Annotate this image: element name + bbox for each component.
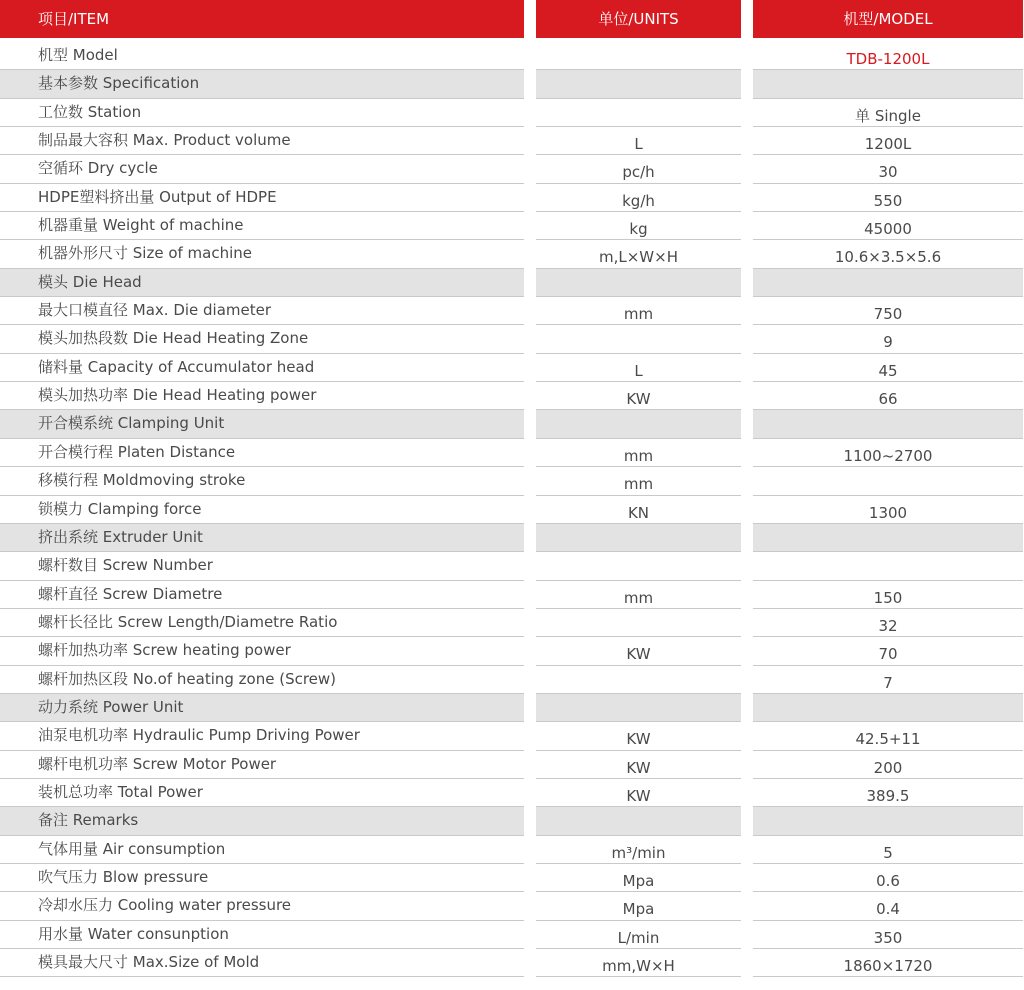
item-cell: 冷却水压力 Cooling water pressure	[0, 892, 524, 920]
unit-cell	[536, 269, 741, 297]
table-row	[0, 921, 1024, 949]
table-row	[0, 637, 1024, 665]
value-cell: 550	[753, 184, 1023, 212]
unit-cell	[536, 552, 741, 580]
header-units: 单位/UNITS	[536, 0, 741, 38]
value-cell: 32	[753, 609, 1023, 637]
item-cell: 吹气压力 Blow pressure	[0, 864, 524, 892]
unit-cell: mm	[536, 439, 741, 467]
value-cell	[753, 694, 1023, 722]
item-cell: 模头加热段数 Die Head Heating Zone	[0, 325, 524, 353]
table-row	[0, 722, 1024, 750]
item-cell: HDPE塑料挤出量 Output of HDPE	[0, 184, 524, 212]
value-cell: 45000	[753, 212, 1023, 240]
item-cell: 锁模力 Clamping force	[0, 496, 524, 524]
item-cell: 螺杆直径 Screw Diametre	[0, 581, 524, 609]
item-cell: 制品最大容积 Max. Product volume	[0, 127, 524, 155]
table-row	[0, 354, 1024, 382]
value-cell: 1300	[753, 496, 1023, 524]
value-cell: 0.4	[753, 892, 1023, 920]
value-cell: 1100~2700	[753, 439, 1023, 467]
value-cell	[753, 467, 1023, 495]
value-cell: 66	[753, 382, 1023, 410]
table-row	[0, 467, 1024, 495]
item-cell: 开合模系统 Clamping Unit	[0, 410, 524, 438]
unit-cell: m³/min	[536, 836, 741, 864]
value-cell: 350	[753, 921, 1023, 949]
value-cell: 30	[753, 155, 1023, 183]
item-cell: 开合模行程 Platen Distance	[0, 439, 524, 467]
value-cell: 10.6×3.5×5.6	[753, 240, 1023, 268]
value-cell: 45	[753, 354, 1023, 382]
table-row	[0, 127, 1024, 155]
item-cell: 机型 Model	[0, 42, 524, 70]
table-row	[0, 949, 1024, 977]
item-cell: 挤出系统 Extruder Unit	[0, 524, 524, 552]
item-cell: 模具最大尺寸 Max.Size of Mold	[0, 949, 524, 977]
unit-cell	[536, 99, 741, 127]
item-cell: 基本参数 Specification	[0, 70, 524, 98]
table-row	[0, 240, 1024, 268]
unit-cell: Mpa	[536, 864, 741, 892]
value-cell: 1200L	[753, 127, 1023, 155]
table-row	[0, 666, 1024, 694]
unit-cell: Mpa	[536, 892, 741, 920]
model-value-cell: TDB-1200L	[753, 42, 1023, 70]
unit-cell: KW	[536, 779, 741, 807]
item-cell: 工位数 Station	[0, 99, 524, 127]
unit-cell	[536, 42, 741, 70]
unit-cell: mm	[536, 297, 741, 325]
item-cell: 螺杆电机功率 Screw Motor Power	[0, 751, 524, 779]
unit-cell	[536, 524, 741, 552]
table-row	[0, 892, 1024, 920]
value-cell: 5	[753, 836, 1023, 864]
item-cell: 螺杆长径比 Screw Length/Diametre Ratio	[0, 609, 524, 637]
unit-cell	[536, 410, 741, 438]
unit-cell: KW	[536, 382, 741, 410]
unit-cell	[536, 70, 741, 98]
section-row	[0, 70, 1024, 98]
table-row	[0, 439, 1024, 467]
value-cell: 389.5	[753, 779, 1023, 807]
section-row	[0, 694, 1024, 722]
item-cell: 机器外形尺寸 Size of machine	[0, 240, 524, 268]
value-cell: 0.6	[753, 864, 1023, 892]
unit-cell: mm	[536, 581, 741, 609]
item-cell: 模头 Die Head	[0, 269, 524, 297]
unit-cell	[536, 807, 741, 835]
table-row	[0, 496, 1024, 524]
header-model: 机型/MODEL	[753, 0, 1023, 38]
table-row	[0, 836, 1024, 864]
item-cell: 储料量 Capacity of Accumulator head	[0, 354, 524, 382]
item-cell: 螺杆数目 Screw Number	[0, 552, 524, 580]
unit-cell: KN	[536, 496, 741, 524]
unit-cell: L	[536, 354, 741, 382]
item-cell: 螺杆加热区段 No.of heating zone (Screw)	[0, 666, 524, 694]
table-row	[0, 99, 1024, 127]
section-row	[0, 269, 1024, 297]
value-cell	[753, 269, 1023, 297]
table-row	[0, 609, 1024, 637]
value-cell: 750	[753, 297, 1023, 325]
item-cell: 最大口模直径 Max. Die diameter	[0, 297, 524, 325]
unit-cell: KW	[536, 722, 741, 750]
section-row	[0, 524, 1024, 552]
value-cell	[753, 70, 1023, 98]
table-row	[0, 864, 1024, 892]
item-cell: 模头加热功率 Die Head Heating power	[0, 382, 524, 410]
value-cell	[753, 807, 1023, 835]
unit-cell: mm	[536, 467, 741, 495]
section-row	[0, 807, 1024, 835]
item-cell: 用水量 Water consunption	[0, 921, 524, 949]
item-cell: 装机总功率 Total Power	[0, 779, 524, 807]
unit-cell: KW	[536, 751, 741, 779]
value-cell: 150	[753, 581, 1023, 609]
value-cell	[753, 410, 1023, 438]
value-cell: 200	[753, 751, 1023, 779]
table-row	[0, 297, 1024, 325]
item-cell: 油泵电机功率 Hydraulic Pump Driving Power	[0, 722, 524, 750]
unit-cell: mm,W×H	[536, 949, 741, 977]
unit-cell: m,L×W×H	[536, 240, 741, 268]
section-row	[0, 410, 1024, 438]
value-cell: 1860×1720	[753, 949, 1023, 977]
table-row	[0, 751, 1024, 779]
unit-cell: L	[536, 127, 741, 155]
unit-cell: KW	[536, 637, 741, 665]
value-cell: 7	[753, 666, 1023, 694]
item-cell: 机器重量 Weight of machine	[0, 212, 524, 240]
unit-cell: pc/h	[536, 155, 741, 183]
value-cell	[753, 552, 1023, 580]
value-cell: 9	[753, 325, 1023, 353]
unit-cell	[536, 666, 741, 694]
unit-cell	[536, 325, 741, 353]
table-row	[0, 155, 1024, 183]
table-row	[0, 325, 1024, 353]
header-item: 项目/ITEM	[0, 0, 524, 38]
item-cell: 螺杆加热功率 Screw heating power	[0, 637, 524, 665]
table-body	[0, 42, 1024, 977]
unit-cell: kg	[536, 212, 741, 240]
item-cell: 气体用量 Air consumption	[0, 836, 524, 864]
value-cell: 单 Single	[753, 99, 1023, 127]
table-row	[0, 184, 1024, 212]
table-row	[0, 212, 1024, 240]
table-row	[0, 552, 1024, 580]
unit-cell	[536, 694, 741, 722]
item-cell: 空循环 Dry cycle	[0, 155, 524, 183]
table-row	[0, 581, 1024, 609]
value-cell	[753, 524, 1023, 552]
unit-cell	[536, 609, 741, 637]
unit-cell: L/min	[536, 921, 741, 949]
item-cell: 备注 Remarks	[0, 807, 524, 835]
table-row	[0, 779, 1024, 807]
item-cell: 移模行程 Moldmoving stroke	[0, 467, 524, 495]
item-cell: 动力系统 Power Unit	[0, 694, 524, 722]
unit-cell: kg/h	[536, 184, 741, 212]
table-header	[0, 0, 1024, 38]
value-cell: 42.5+11	[753, 722, 1023, 750]
table-row	[0, 382, 1024, 410]
table-row	[0, 42, 1024, 70]
value-cell: 70	[753, 637, 1023, 665]
